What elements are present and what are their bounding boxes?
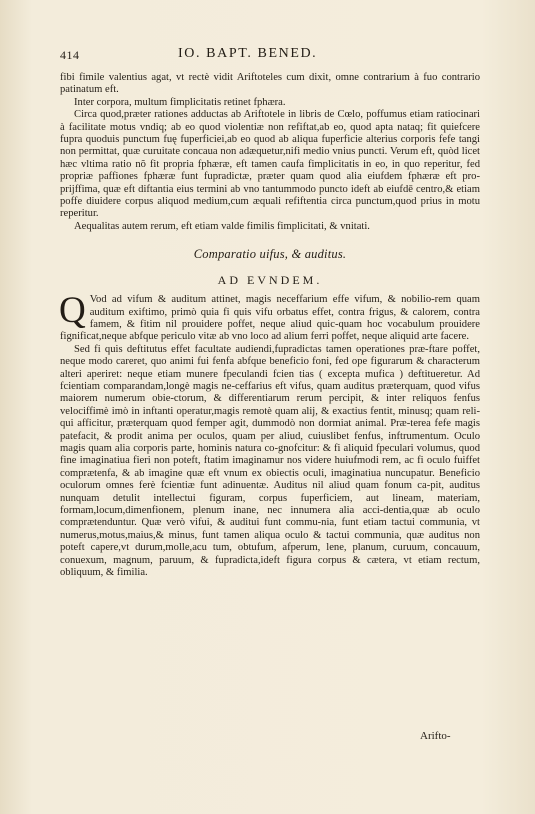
page-number: 414	[60, 48, 80, 62]
body-text	[60, 72, 480, 579]
running-head: IO. BAPT. BENED.	[178, 46, 318, 61]
paragraph-text: Vod ad vifum & auditum attinet, magis neceffarium effe vifum, & nobilio-rem quam auditum exiftimo, primò quia fi quis vifu orbatus effet, contra frigus, & calorem, contra famem, & fitim nil prouidere poffet, neque aliud quic-quam hoc vocabulum prouidere fignificat,neque abfque periculo vitæ ab vno loco ad alium ferri poffet, neque aliquid arte facere.	[60, 294, 480, 343]
section-title: Comparatio uifus, & auditus.	[193, 247, 347, 262]
drop-cap-letter: Q	[59, 290, 86, 332]
paragraph: fibi fimile valentius agat, vt rectè vidit Ariftoteles cum dixit, omne contrarium à fuo contrario patinatum eft.	[60, 72, 480, 96]
catchword: Arifto-	[420, 730, 451, 742]
section-subtitle: AD EVNDEM.	[217, 272, 323, 287]
paragraph: Inter corpora, multum fimplicitatis retinet fphæra.	[74, 96, 286, 108]
paragraph-with-dropcap	[59, 290, 480, 344]
paragraph: Aequalitas autem rerum, eft etiam valde fimilis fimplicitati, & vnitati.	[74, 220, 370, 232]
paragraph: Circa quod,præter rationes adductas ab Ariftotele in libris de Cœlo, poffumus etiam ratiocinari à facilitate motus vndiq; ab eo quod violentiæ non refiftat,ab eo, quod apta nataq; fit quiefcere fupra quoduis punctum fuę fuperficiei,ab eo quod ab aliqua fuperficie alterius corporis fefe tangi non permittat, quæ curuitate concaua non adæquetur,nifi medio vnius puncti. Verum eft, quòd licet hæc vltima ratio nõ fit propria fphæræ, eft tamen caufa fimplicitatis in eo, in quo reperitur, fed propriæ paffiones fphæræ funt fupradictæ, præter quam quod alia eiufdem fphæræ eft pro-prijffima, quæ eft diftantia eius termini ab vno tantummodo puncto ideft ab eiufdē centro,& etiam poffe diuidere corpus aliquod medium,cum æquali refiftentia circa punctum,quod prius in motu reperitur.	[60, 109, 480, 220]
paragraph: Sed fi quis deftitutus effet facultate audiendi,fupradictas tamen operationes præ-ftare poffet, neque modo careret, quo animi fui fenfa abfque beneficio foni, fed ope figurarum & characterum alteri aperiret: neque etiam munere fpeculandi fcien tias ( excepta mufica ) deftitueretur. Ad fcientiam comparandam,longè magis ne-ceffarius eft vifus, quam auditus præterquam, quod vifus maiorem numerum obie-ctorum, & differentiarum rerum percipit, & inter reliquos fenfus velociffimè imò in inftanti operatur,magis remotè quam alij, & exactius fentit, minusq; quam reli-qui afficitur, præterquam quod femper agit, dummodò non dormiat animal. Præ-terea fefe magis patefacit, & prodit anima per oculos, quam per aliud, cuiuslibet fenfus, inftrumentum. Oculo magis quam alia corporis parte, hominis natura co-gnofcitur: & fi aliquid fpeculari volumus, quod fine imaginatiua fieri non poteft, ftatim imaginamur nos videre huiufmodi rem, ac fi oculo fuiffet comprætenfa, & ab imagine quæ eft vnum ex obiectis oculi, imaginatiua nuncupatur. Beneficio oculorum omnes ferè fcientiæ funt adinuentæ. Auditus nil aliud quam fonum ca-pit, auditus nunquam detulit intellectui figuram, corpus fuperficiem, aut lineam, materiam, formam,locum,dimenfionem, plenum inane, nec innumera alia acci-dentia,quæ ab oculo comprætenduntur. Quæ verò vifui, & auditui funt commu-nia, funt etiam tactui communia, vt numerus,motus,maius,& minus, funt tamen aliqua oculo & tactui communia, quæ auditus non poteft capere,vt durum,molle,acu tum, obtufum, afperum, lene, planum, curuum, concauum, conuexum, magnum, paruum, & fupradicta,ideft figura corpus & cætera, vt etiam rectum, obliquum, & fimilia.	[60, 343, 480, 579]
page-header	[60, 46, 480, 66]
